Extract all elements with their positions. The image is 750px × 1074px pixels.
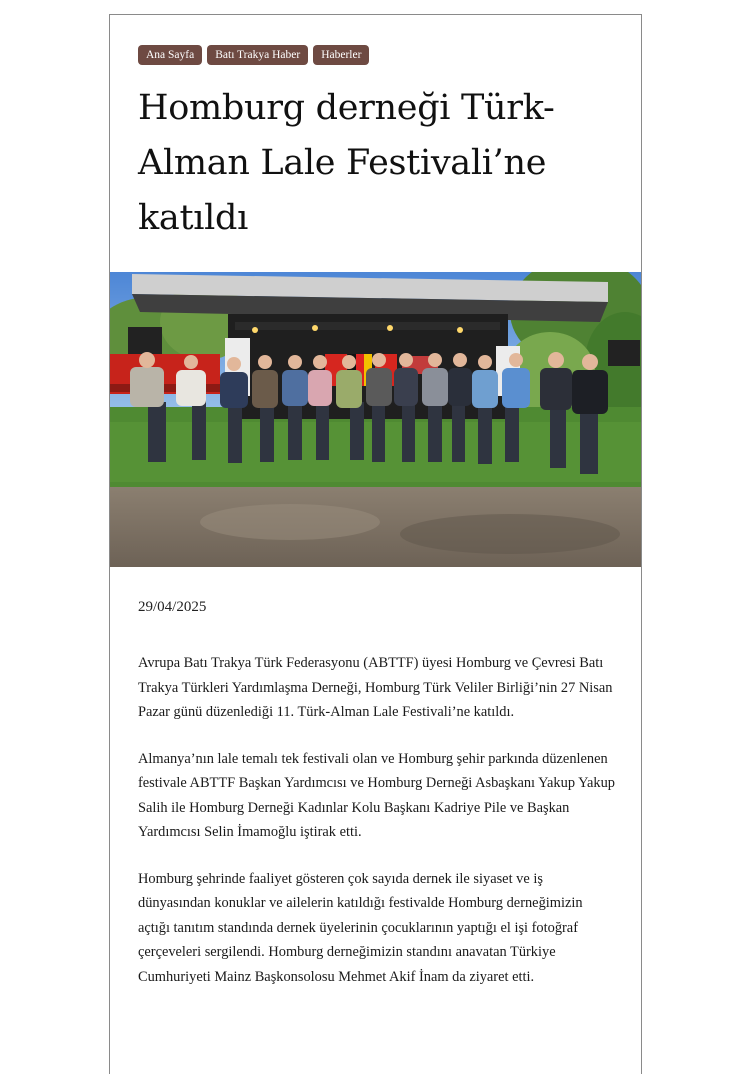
breadcrumb-home-link[interactable]: Ana Sayfa [138,45,202,65]
breadcrumb [138,45,369,65]
breadcrumb-bati-trakya-haber-link[interactable]: Batı Trakya Haber [207,45,308,65]
article-body [138,651,618,1011]
breadcrumb-haberler-link[interactable]: Haberler [313,45,369,65]
article-title: Homburg derneği Türk-Alman Lale Festivali’ne katıldı [138,88,555,238]
article-paragraph: Homburg şehrinde faaliyet gösteren çok sayıda dernek ile siyaset ve iş dünyasından konuklar ve ailelerin katıldığı festivalde Homburg derneğimizin açtığı tanıtım standında dernek üyelerinin çocuklarının yaptığı el işi fotoğraf çerçeveleri sergilendi. Homburg derneğimizin standını anavatan Türkiye Cumhuriyeti Mainz Başkonsolosu Mehmet Akif İnam da ziyaret etti. [138,870,583,985]
article-paragraph: Almanya’nın lale temalı tek festivali olan ve Homburg şehir parkında düzenlenen festivale ABTTF Başkan Yardımcısı ve Homburg Derneği Asbaşkanı Yakup Yakup Salih ile Homburg Derneği Kadınlar Kolu Başkanı Kadriye Pile ve Başkan Yardımcısı Selin İmamoğlu iştirak etti. [138,750,616,840]
article-card [109,14,642,1074]
article-hero-photo [110,272,642,567]
article-date: 29/04/2025 [138,599,207,615]
article-paragraph: Avrupa Batı Trakya Türk Federasyonu (ABTTF) üyesi Homburg ve Çevresi Batı Trakya Türkleri Yardımlaşma Derneği, Homburg Türk Veliler Birliği’nin 27 Nisan Pazar günü düzenlediği 11. Türk-Alman Lale Festivali’ne katıldı. [138,655,613,720]
